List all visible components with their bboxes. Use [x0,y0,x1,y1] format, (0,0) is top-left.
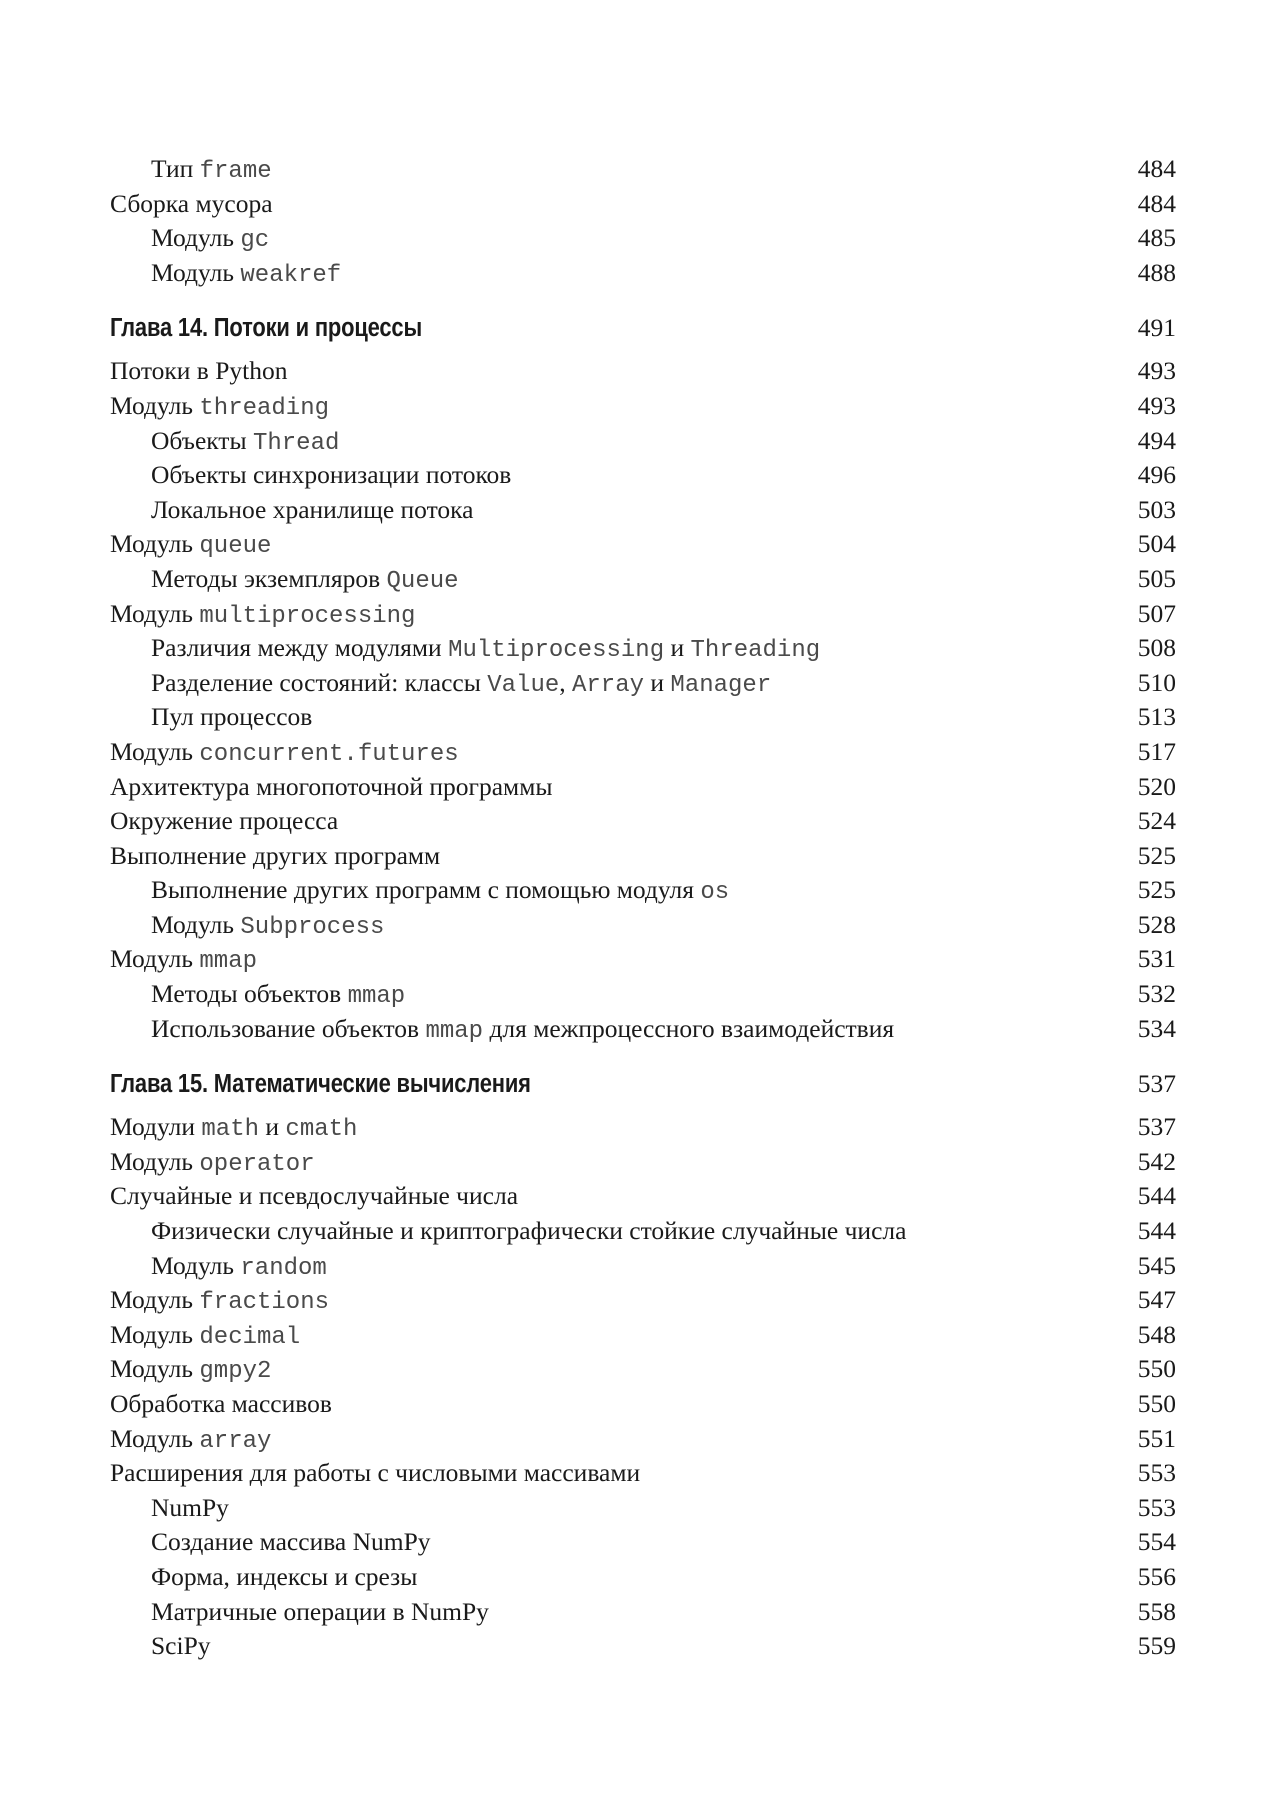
page-number: 510 [1137,667,1176,697]
page-number: 484 [1137,154,1176,183]
page-number: 485 [1137,223,1176,253]
title-text: Окружение процесса [110,806,339,836]
toc-entry-title [110,1352,271,1390]
page-number: 532 [1137,979,1176,1009]
toc-entry-title [110,942,257,980]
toc-entry [110,1110,1176,1145]
page-number: 513 [1137,702,1176,732]
title-text: Модуль [110,1146,200,1176]
title-text: Разделение состояний: классы [151,667,488,697]
title-text: и [644,667,671,697]
toc-entry [110,458,1176,493]
title-text: Физически случайные и криптографически стойкие случайные числа [151,1216,907,1246]
toc-entry-title [110,1456,640,1491]
toc-entry [110,1422,1176,1457]
toc-entry-title [110,1629,211,1664]
toc-entry-title [110,1283,329,1321]
title-text: Локальное хранилище потока [151,494,474,524]
toc-entry [110,977,1176,1012]
code-term: mmap [347,983,406,1011]
chapter-title: Глава 15. Математические вычисления [110,1070,531,1099]
toc-entry [110,562,1176,597]
toc-entry-title [110,1387,332,1422]
toc-entry-title [110,1110,357,1148]
toc-entry [110,354,1176,389]
chapter-heading [110,1064,1176,1104]
title-text: Матричные операции в NumPy [151,1596,489,1626]
toc-entry [110,1456,1176,1491]
page-number: 496 [1137,460,1176,490]
toc-entry [110,1525,1176,1560]
toc-entry [110,1249,1176,1284]
page-number: 553 [1137,1458,1176,1488]
title-text: Модули [110,1112,202,1142]
toc-entry-title [110,1422,271,1460]
toc-entry-title [110,1179,518,1214]
toc-entry-title [110,256,341,294]
toc-entry [110,1214,1176,1249]
code-term: math [201,1116,260,1144]
page-number: 537 [1137,1112,1176,1142]
toc-entry [110,770,1176,805]
code-term: threading [199,394,330,422]
toc-entry [110,1283,1176,1318]
page-number: 534 [1137,1013,1176,1043]
toc-entry-title [110,493,473,528]
page-number: 504 [1137,529,1176,559]
code-term: random [240,1254,327,1282]
toc-entry [110,804,1176,839]
title-text: Сборка мусора [110,188,273,218]
toc-entry [110,735,1176,770]
toc-entry [110,1629,1176,1664]
code-term: operator [199,1150,315,1178]
page-number: 484 [1137,188,1176,218]
toc-entry [110,256,1176,291]
toc-entry-title [110,977,405,1015]
toc-entry-title [110,152,272,190]
toc-entry-title [110,187,273,222]
title-text: Модуль [110,1319,200,1349]
page-number: 544 [1137,1181,1176,1211]
toc-entry-title [110,1214,906,1249]
toc-entry [110,1387,1176,1422]
title-text: Модуль [110,390,200,420]
page-number: 531 [1137,944,1176,974]
toc-entry-title [110,458,511,493]
title-text: Тип [151,154,200,183]
title-text: Модуль [110,736,200,766]
title-text: Модуль [110,529,200,559]
page-number: 544 [1137,1216,1176,1246]
code-term: Thread [252,429,340,457]
page-number: 520 [1137,771,1176,801]
title-text: Модуль [110,598,200,628]
toc-entry-title [110,221,269,259]
page-number: 525 [1137,875,1176,905]
page-number: 503 [1137,494,1176,524]
toc-entry [110,839,1176,874]
toc-entry [110,666,1176,701]
code-term: frame [199,158,272,185]
title-text: Объекты синхронизации потоков [151,460,512,490]
toc-entry-title [110,354,287,389]
page-number: 556 [1137,1561,1176,1591]
toc-entry [110,1145,1176,1180]
toc-entry [110,493,1176,528]
toc-entry-title [110,562,459,600]
title-text: SciPy [151,1631,211,1661]
title-text: Архитектура многопоточной программы [110,771,553,801]
code-term: weakref [240,261,342,289]
title-text: Потоки в Python [110,356,288,386]
toc-entry-title [110,1012,894,1050]
chapter-heading [110,308,1176,348]
title-text: Создание массива NumPy [151,1527,431,1557]
page-number: 517 [1137,736,1176,766]
toc-entry-title [110,700,312,735]
chapter-title: Глава 14. Потоки и процессы [110,314,423,343]
title-text: Расширения для работы с числовыми массивами [110,1458,641,1488]
toc-entry [110,1179,1176,1214]
page-number: 488 [1137,257,1176,287]
code-term: Subprocess [240,913,385,941]
page-number: 537 [1137,1069,1176,1099]
toc-entry-title [110,804,338,839]
toc-entry-title [110,666,771,704]
code-term: os [700,879,730,907]
toc-entry-title [110,631,820,669]
code-term: fractions [199,1289,330,1317]
page-number: 493 [1137,356,1176,386]
toc-entry [110,1352,1176,1387]
title-text: Методы экземпляров [151,563,387,593]
toc-entry-title [110,873,729,911]
toc-entry [110,424,1176,459]
toc-entry [110,527,1176,562]
title-text: Выполнение других программ с помощью модуля [151,875,701,905]
page-number: 491 [1137,313,1176,343]
toc-entry [110,700,1176,735]
toc-entry [110,1595,1176,1630]
code-term: Threading [690,637,821,665]
toc-entry [110,1012,1176,1047]
toc-entry-title [110,1145,315,1183]
toc-entry-title [110,1318,300,1356]
page-number: 524 [1137,806,1176,836]
toc-entry [110,631,1176,666]
toc-entry [110,1560,1176,1595]
page-number: 551 [1137,1423,1176,1453]
page-number: 528 [1137,909,1176,939]
page-number: 493 [1137,390,1176,420]
title-text: Методы объектов [151,979,348,1009]
toc-entry-title [110,597,415,635]
title-text: для межпроцессного взаимодействия [483,1013,895,1043]
code-term: multiprocessing [199,602,416,630]
code-term: concurrent.futures [199,740,459,768]
table-of-contents [110,152,1176,1664]
page-number: 559 [1137,1631,1176,1661]
toc-entry-title [110,527,271,565]
page-number: 548 [1137,1319,1176,1349]
page-number: 550 [1137,1389,1176,1418]
code-term: mmap [425,1017,484,1045]
page-number: 507 [1137,598,1176,628]
title-text: Пул процессов [151,702,313,732]
code-term: mmap [199,948,257,976]
page-number: 525 [1137,840,1176,870]
title-text: Модуль [110,944,200,974]
title-text: Объекты [151,425,253,455]
title-text: и [664,633,691,663]
toc-entry [110,152,1176,187]
toc-entry-title [110,839,440,874]
toc-entry-title [110,424,339,462]
toc-entry [110,873,1176,908]
title-text: Модуль [110,1285,200,1315]
page-number: 547 [1137,1285,1176,1315]
toc-entry [110,389,1176,424]
page-number: 554 [1137,1527,1176,1557]
toc-entry-title [110,908,384,946]
code-term: gc [240,227,270,255]
toc-entry [110,1491,1176,1526]
toc-entry-title [110,1525,431,1560]
code-term: Manager [670,671,772,699]
title-text: Модуль [151,223,241,253]
code-term: gmpy2 [199,1358,272,1386]
toc-entry [110,221,1176,256]
toc-entry-title [110,735,459,773]
page-number: 505 [1137,563,1176,593]
code-term: Value [487,671,560,699]
title-text: Модуль [151,1250,241,1280]
title-text: Различия между модулями [151,633,449,663]
page-number: 558 [1137,1596,1176,1626]
code-term: queue [199,533,272,561]
page-number: 545 [1137,1250,1176,1280]
page-number: 542 [1137,1146,1176,1176]
page-number: 553 [1137,1492,1176,1522]
toc-entry-title [110,1560,417,1595]
toc-entry [110,1318,1176,1353]
title-text: Модуль [110,1354,200,1384]
code-term: decimal [199,1323,301,1351]
title-text: и [259,1112,286,1142]
code-term: cmath [285,1116,358,1144]
toc-entry [110,908,1176,943]
toc-entry [110,942,1176,977]
title-text: NumPy [151,1492,229,1522]
page-number: 494 [1137,425,1176,455]
toc-entry-title [110,389,329,427]
title-text: Форма, индексы и срезы [151,1561,418,1591]
page-number: 508 [1137,633,1176,663]
title-text: , [559,667,572,697]
title-text: Модуль [151,909,241,939]
code-term: Array [572,671,645,699]
code-term: Queue [386,567,459,595]
toc-entry-title [110,770,552,805]
code-term: array [199,1427,272,1455]
title-text: Выполнение других программ [110,840,441,870]
title-text: Случайные и псевдослучайные числа [110,1181,519,1211]
page-number: 550 [1137,1354,1176,1384]
title-text: Модуль [151,257,241,287]
title-text: Использование объектов [151,1013,426,1043]
toc-entry [110,187,1176,222]
code-term: Multiprocessing [448,637,665,665]
toc-entry-title [110,1491,229,1526]
title-text: Модуль [110,1423,200,1453]
toc-entry-title [110,1595,489,1630]
title-text: Обработка массивов [110,1389,332,1418]
toc-entry [110,597,1176,632]
toc-entry-title [110,1249,327,1287]
